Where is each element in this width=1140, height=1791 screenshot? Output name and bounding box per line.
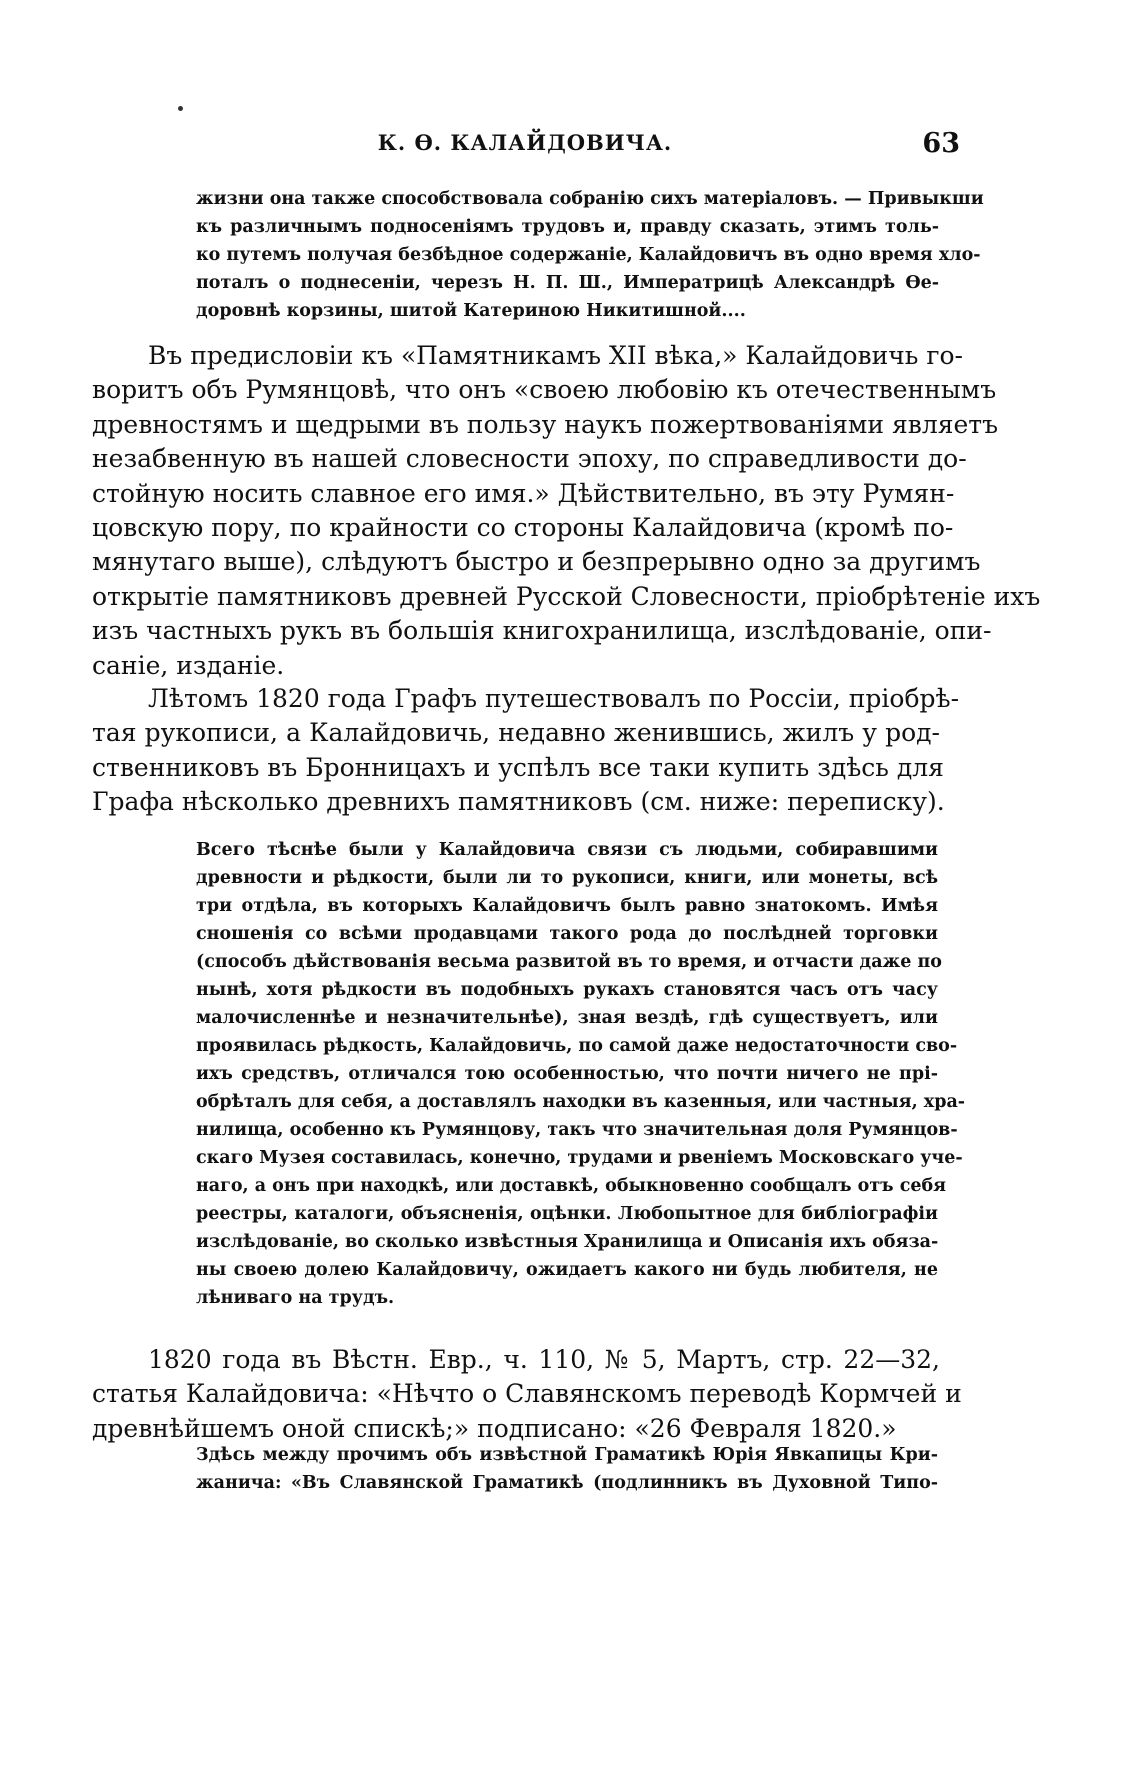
footnote-middle (196, 836, 966, 1312)
text-line: древности и рѣдкости, были ли то рукописи, книги, или монеты, всѣ (196, 868, 938, 888)
text-line: статья Калайдовича: «Нѣчто о Славянскомъ переводѣ Кормчей и (92, 1379, 962, 1409)
paragraph-vestnik-article (92, 1343, 962, 1446)
footnote-top (196, 185, 984, 325)
text-line: 1820 года въ Вѣстн. Евр., ч. 110, № 5, Мартъ, стр. 22—32, (148, 1345, 940, 1374)
text-line: малочисленнѣе и незначительнѣе), зная вездѣ, гдѣ существуетъ, или (196, 1008, 938, 1028)
text-line: ственниковъ въ Бронницахъ и успѣлъ все таки купить здѣсь для (92, 752, 944, 782)
text-line: обрѣталъ для себя, а доставлялъ находки въ казенныя, или частныя, хра- (196, 1092, 966, 1112)
text-line: Здѣсь между прочимъ объ извѣстной Граматикѣ Юрія Явкапицы Кри- (196, 1445, 938, 1465)
text-line: древнѣйшемъ оной спискѣ;» подписано: «26 Февраля 1820.» (92, 1413, 897, 1443)
running-title: К. Ѳ. КАЛАЙДОВИЧА. (377, 130, 673, 155)
running-head (90, 128, 960, 160)
text-line: нилища, особенно къ Румянцову, такъ что значительная доля Румянцов- (196, 1120, 958, 1140)
text-line: три отдѣла, въ которыхъ Калайдовичъ былъ равно знатокомъ. Имѣя (196, 896, 938, 916)
text-line: воритъ объ Румянцовѣ, что онъ «своею любовію къ отечественнымъ (92, 375, 997, 405)
text-line: Графа нѣсколько древнихъ памятниковъ (см. ниже: переписку). (92, 787, 945, 817)
text-line: незабвенную въ нашей словесности эпоху, по справедливости до- (92, 444, 967, 474)
text-line: (способъ дѣйствованія весьма развитой въ то время, и отчасти даже по (196, 952, 942, 972)
footnote-bottom (196, 1441, 938, 1497)
text-line: изъ частныхъ рукъ въ большія книгохранилища, изслѣдованіе, опи- (92, 616, 992, 646)
text-line: сношенія со всѣми продавцами такого рода до послѣдней торговки (196, 924, 938, 944)
text-line: Лѣтомъ 1820 года Графъ путешествовалъ по Россіи, пріобрѣ- (148, 684, 960, 713)
text-line: доровнѣ корзины, шитой Катериною Никитишной.... (196, 301, 746, 321)
print-speck (178, 106, 183, 111)
text-line: къ различнымъ подносеніямъ трудовъ и, правду сказать, этимъ толь- (196, 217, 939, 237)
text-line: изслѣдованіе, во сколько извѣстныя Хранилища и Описанія ихъ обяза- (196, 1232, 939, 1252)
text-line: проявилась рѣдкость, Калайдовичь, по самой даже недостаточности сво- (196, 1036, 958, 1056)
paragraph-prefaces (92, 339, 1041, 683)
text-line: цовскую пору, по крайности со стороны Калайдовича (кромѣ по- (92, 513, 954, 543)
text-line: жизни она также способствовала собранію сихъ матеріаловъ. — Привыкши (196, 189, 984, 209)
text-line: мянутаго выше), слѣдуютъ быстро и безпрерывно одно за другимъ (92, 547, 981, 577)
text-line: ко путемъ получая безбѣдное содержаніе, Калайдовичъ въ одно время хло- (196, 245, 981, 265)
text-line: жанича: «Въ Славянской Граматикѣ (подлинникъ въ Духовной Типо- (196, 1473, 938, 1493)
text-line: Всего тѣснѣе были у Калайдовича связи съ людьми, собиравшими (196, 840, 938, 860)
text-line: ихъ средствъ, отличался тою особенностью, что почти ничего не прі- (196, 1064, 938, 1084)
text-line: нынѣ, хотя рѣдкости въ подобныхъ рукахъ становятся часъ отъ часу (196, 980, 938, 1000)
text-line: стойную носить славное его имя.» Дѣйствительно, въ эту Румян- (92, 478, 955, 508)
text-line: ны своею долею Калайдовичу, ожидаетъ какого ни будь любителя, не (196, 1260, 938, 1280)
text-line: Въ предисловіи къ «Памятникамъ XII вѣка,» Калайдовичь го- (148, 341, 963, 370)
text-line: открытіе памятниковъ древней Русской Словесности, пріобрѣтеніе ихъ (92, 581, 1041, 611)
text-line: поталъ о поднесеніи, черезъ Н. П. Ш., Императрицѣ Александрѣ Ѳе- (196, 273, 939, 293)
text-line: лѣниваго на трудъ. (196, 1288, 395, 1308)
page-number: 63 (922, 128, 960, 159)
text-line: реестры, каталоги, объясненія, оцѣнки. Любопытное для библіографіи (196, 1204, 938, 1224)
text-line: скаго Музея составилась, конечно, трудами и рвеніемъ Московскаго уче- (196, 1148, 963, 1168)
text-line: тая рукописи, а Калайдовичь, недавно женившись, жилъ у род- (92, 718, 940, 748)
paragraph-summer-1820 (92, 682, 960, 820)
text-line: древностямъ и щедрыми въ пользу наукъ пожертвованіями являетъ (92, 409, 999, 439)
text-line: наго, а онъ при находкѣ, или доставкѣ, обыкновенно сообщалъ отъ себя (196, 1176, 947, 1196)
text-line: саніе, изданіе. (92, 650, 285, 680)
